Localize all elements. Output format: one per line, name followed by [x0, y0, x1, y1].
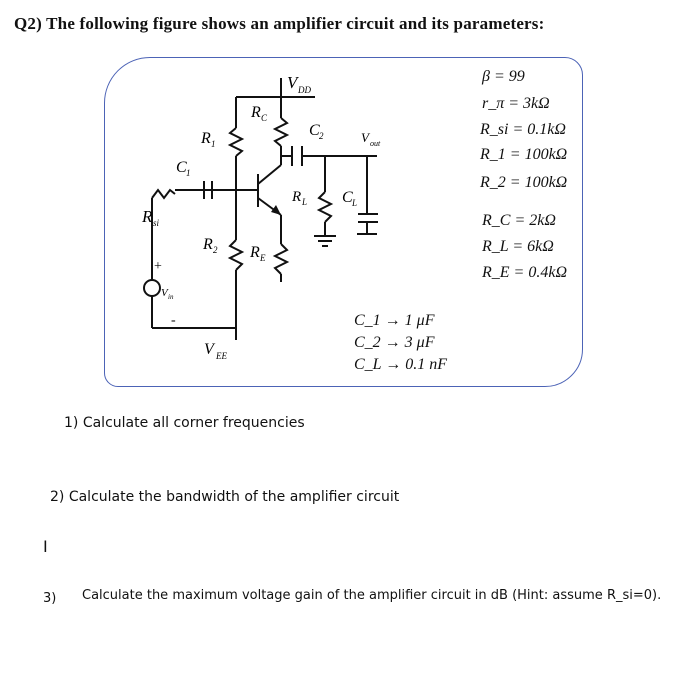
cl-label: C — [342, 189, 353, 206]
cl-sub: L — [352, 198, 358, 208]
rc-label: R — [251, 104, 261, 121]
vin-source — [144, 280, 160, 296]
rc-resistor — [275, 118, 287, 146]
rsi-label: R — [142, 207, 153, 226]
c1-label: C — [176, 159, 187, 176]
r1-resistor — [230, 128, 242, 156]
vin-label: V — [161, 287, 168, 299]
rl-sub: L — [302, 197, 308, 207]
transistor-collector — [258, 165, 281, 184]
r1-label: R — [201, 130, 211, 147]
r2-sub: 2 — [213, 245, 218, 255]
transistor-emitter-arrow — [271, 205, 281, 215]
question-3-number: 3) — [43, 591, 57, 606]
c2-label: C — [309, 122, 320, 139]
r1-sub: 1 — [211, 139, 216, 149]
rl-resistor — [319, 192, 331, 222]
param-re: R_E = 0.4kΩ — [482, 264, 568, 281]
r2-resistor — [230, 240, 242, 270]
vdd-label: V — [287, 73, 298, 92]
param-r2: R_2 = 100kΩ — [480, 174, 568, 191]
vee-sub: EE — [216, 351, 227, 361]
c1-sub: 1 — [186, 168, 191, 178]
rsi-sub: si — [153, 218, 160, 228]
vin-sub: in — [168, 293, 174, 301]
vee-label: V — [204, 341, 214, 358]
vout-sub: out — [370, 139, 381, 148]
param-beta: β = 99 — [482, 68, 525, 85]
stray-mark: I — [43, 537, 48, 556]
re-sub: E — [260, 253, 266, 263]
re-resistor — [275, 244, 287, 274]
cap-cl: C_L → 0.1 nF — [354, 356, 448, 373]
re-label: R — [250, 244, 260, 261]
cap-c2: C_2 → 3 μF — [354, 334, 435, 351]
rl-label: R — [292, 189, 302, 205]
question-title: Q2) The following figure shows an amplifier circuit and its parameters: — [14, 14, 545, 33]
r2-label: R — [203, 236, 213, 253]
minus-sign: - — [171, 313, 176, 328]
rsi-resistor — [152, 190, 175, 198]
question-3: Calculate the maximum voltage gain of the amplifier circuit in dB (Hint: assume R_si=0). — [82, 588, 662, 603]
param-rl: R_L = 6kΩ — [482, 238, 554, 255]
vout-label: V — [361, 130, 369, 145]
plus-sign: + — [154, 259, 162, 274]
param-r1: R_1 = 100kΩ — [480, 146, 568, 163]
c2-sub: 2 — [319, 131, 324, 141]
question-1: 1) Calculate all corner frequencies — [64, 415, 305, 431]
param-rc: R_C = 2kΩ — [482, 212, 556, 229]
question-2: 2) Calculate the bandwidth of the amplifier circuit — [50, 489, 400, 505]
param-rpi: r_π = 3kΩ — [482, 95, 550, 112]
cap-c1: C_1 → 1 μF — [354, 312, 435, 329]
rc-sub: C — [261, 113, 268, 123]
param-rsi: R_si = 0.1kΩ — [480, 121, 566, 138]
vdd-sub: DD — [298, 85, 311, 95]
